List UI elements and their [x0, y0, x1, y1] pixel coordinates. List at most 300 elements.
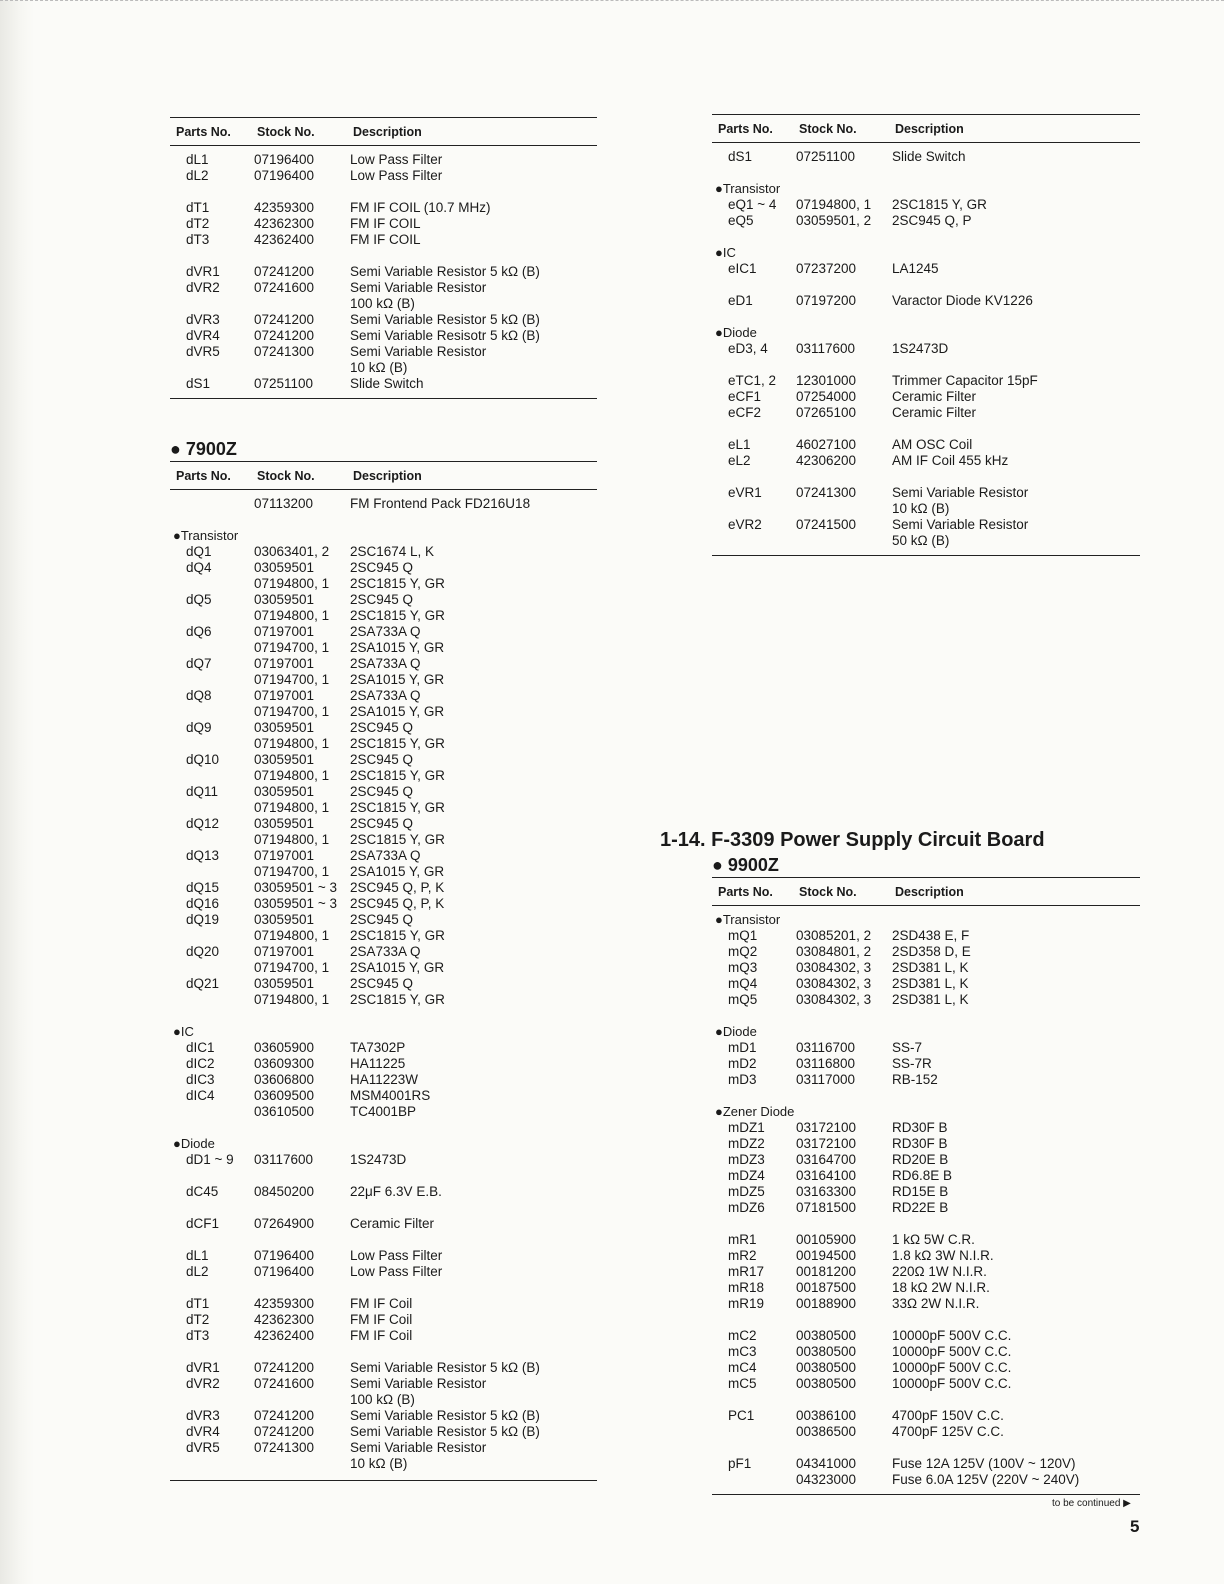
description: Semi Variable Resistor 5 kΩ (B) [350, 1360, 540, 1375]
part-number [170, 296, 254, 312]
part-number: dVR1 [186, 264, 220, 279]
stock-number: 03116700 [796, 1040, 856, 1055]
description: SS-7 [892, 1040, 923, 1055]
stock-number [796, 501, 892, 517]
description: 2SC1815 Y, GR [350, 832, 445, 847]
stock-number: 07194700, 1 [254, 864, 330, 879]
row-spacer [712, 357, 1140, 373]
stock-number: 03117600 [796, 341, 856, 356]
description: Semi Variable Resisotr 5 kΩ (B) [350, 328, 540, 343]
part-number: eQ1 ~ 4 [728, 197, 777, 212]
part-number: eL2 [728, 453, 751, 468]
table-row [712, 389, 1140, 405]
part-number: mDZ6 [728, 1200, 765, 1215]
part-number: dQ7 [186, 656, 212, 671]
parts-list [712, 149, 1140, 549]
description: Semi Variable Resistor [350, 1440, 487, 1455]
table-row [712, 1232, 1140, 1248]
description: 1.8 kΩ 3W N.I.R. [892, 1248, 994, 1263]
description: RD22E B [892, 1200, 949, 1215]
part-number [170, 608, 254, 624]
stock-number: 07181500 [796, 1200, 857, 1215]
stock-number: 07197001 [254, 688, 315, 703]
description: Trimmer Capacitor 15pF [892, 373, 1038, 388]
part-number: dVR2 [186, 280, 220, 295]
table-bottom-rule [712, 1494, 1140, 1495]
part-number: dVR5 [186, 344, 220, 359]
description: FM IF Coil [350, 1328, 413, 1343]
description: RD20E B [892, 1152, 949, 1167]
description: Slide Switch [892, 149, 966, 164]
part-number: dQ5 [186, 592, 212, 607]
description: 2SA733A Q [350, 624, 421, 639]
scan-top-edge [0, 0, 1224, 5]
table-row [712, 1072, 1140, 1088]
stock-number: 42362400 [254, 1328, 315, 1343]
table-row [170, 1264, 597, 1280]
table-row [712, 1264, 1140, 1280]
stock-number: 03606800 [254, 1072, 315, 1087]
description: 2SD438 E, F [892, 928, 970, 943]
stock-number: 03059501 ~ 3 [254, 896, 337, 911]
header-stock-no: Stock No. [799, 885, 857, 899]
table-row [712, 1344, 1140, 1360]
description: Semi Variable Resistor 5 kΩ (B) [350, 1408, 540, 1423]
stock-number: 07241200 [254, 1408, 315, 1423]
stock-number: 42362300 [254, 1312, 315, 1327]
part-number: dIC1 [186, 1040, 215, 1055]
table-row [170, 880, 597, 896]
description: 10000pF 500V C.C. [892, 1360, 1012, 1375]
description: TC4001BP [350, 1104, 417, 1119]
description: Low Pass Filter [350, 1264, 443, 1279]
table-row [712, 976, 1140, 992]
stock-number: 03164100 [796, 1168, 857, 1183]
table-row [170, 896, 597, 912]
description: RD6.8E B [892, 1168, 953, 1183]
part-number: dT2 [186, 1312, 210, 1327]
description: 2SC1815 Y, GR [350, 736, 445, 751]
description: MSM4001RS [350, 1088, 431, 1103]
description: Semi Variable Resistor [350, 280, 487, 295]
table-row [712, 1472, 1140, 1488]
group-label: ●Diode [715, 1024, 757, 1039]
part-number: dL1 [186, 152, 209, 167]
table-row [170, 1440, 597, 1456]
header-stock-no: Stock No. [799, 122, 857, 136]
left-column [170, 117, 597, 1481]
description: 2SD381 L, K [892, 992, 969, 1007]
stock-number: 00187500 [796, 1280, 857, 1295]
table-row [170, 312, 597, 328]
row-spacer [712, 1440, 1140, 1456]
table-row [712, 293, 1140, 309]
part-number: dS1 [728, 149, 753, 164]
part-number: dIC3 [186, 1072, 215, 1087]
stock-number: 03059501 ~ 3 [254, 880, 337, 895]
stock-number: 07241200 [254, 328, 315, 343]
stock-number: 03116800 [796, 1056, 856, 1071]
description: FM IF Coil [350, 1296, 413, 1311]
stock-number: 07241500 [796, 517, 857, 532]
row-spacer [170, 1008, 597, 1024]
stock-number: 00380500 [796, 1344, 857, 1359]
part-number: eL1 [728, 437, 751, 452]
description: 2SC1674 L, K [350, 544, 435, 559]
part-number: eD3, 4 [728, 341, 768, 356]
description: HA11225 [350, 1056, 406, 1071]
part-number [170, 992, 254, 1008]
description: 2SC1815 Y, GR [350, 928, 445, 943]
description: Ceramic Filter [892, 405, 977, 420]
row-spacer [712, 277, 1140, 293]
stock-number [254, 360, 350, 376]
description: 2SA1015 Y, GR [350, 864, 445, 879]
part-number: eCF2 [728, 405, 762, 420]
stock-number: 03059501 [254, 720, 315, 735]
table-row [170, 328, 597, 344]
part-number: dQ1 [186, 544, 212, 559]
header-description: Description [895, 122, 964, 136]
table-bottom-rule [170, 1480, 597, 1481]
table-row [170, 1408, 597, 1424]
part-number: pF1 [728, 1456, 752, 1471]
part-number: mC4 [728, 1360, 757, 1375]
description: FM IF COIL [350, 216, 421, 231]
part-number [170, 576, 254, 592]
stock-number: 03610500 [254, 1104, 315, 1119]
description: Semi Variable Resistor 5 kΩ (B) [350, 312, 540, 327]
stock-number: 07197001 [254, 848, 315, 863]
description: Varactor Diode KV1226 [892, 293, 1033, 308]
stock-number: 07113200 [254, 496, 314, 511]
description: Ceramic Filter [350, 1216, 435, 1231]
part-number: dQ16 [186, 896, 220, 911]
description: 2SD381 L, K [892, 960, 969, 975]
stock-number: 07197200 [796, 293, 857, 308]
table-row [712, 1136, 1140, 1152]
table-row [170, 720, 597, 736]
header-stock-no: Stock No. [257, 469, 315, 483]
scan-edge-shadow [0, 0, 34, 1584]
description: 2SA733A Q [350, 848, 421, 863]
part-number: mQ2 [728, 944, 758, 959]
table-row [712, 501, 1140, 517]
stock-number: 07197001 [254, 624, 315, 639]
table-row [712, 485, 1140, 501]
group-label: ●IC [715, 245, 736, 260]
part-number: dVR5 [186, 1440, 220, 1455]
header-description: Description [353, 125, 422, 139]
part-number: mR17 [728, 1264, 765, 1279]
part-number: eVR1 [728, 485, 762, 500]
stock-number: 03172100 [796, 1136, 857, 1151]
parts-list [170, 496, 597, 1472]
header-parts-no: Parts No. [718, 885, 773, 899]
description: FM Frontend Pack FD216U18 [350, 496, 531, 511]
description: FM IF COIL (10.7 MHz) [350, 200, 491, 215]
table-row [712, 1184, 1140, 1200]
table-bottom-rule [712, 555, 1140, 556]
stock-number: 00386500 [796, 1424, 857, 1439]
part-number: mDZ1 [728, 1120, 765, 1135]
stock-number: 07254000 [796, 389, 857, 404]
part-number: dT1 [186, 200, 210, 215]
description: Semi Variable Resistor [350, 1376, 487, 1391]
part-number [170, 768, 254, 784]
description: 2SC945 Q [350, 784, 414, 799]
stock-number: 07264900 [254, 1216, 315, 1231]
table-row [170, 200, 597, 216]
description: 2SA1015 Y, GR [350, 672, 445, 687]
description: AM IF Coil 455 kHz [892, 453, 1009, 468]
section-title-7900z: ● 7900Z [170, 439, 237, 459]
table-row [712, 1424, 1140, 1440]
part-number: dT2 [186, 216, 210, 231]
part-number [712, 1424, 796, 1440]
part-number [170, 928, 254, 944]
stock-number: 42306200 [796, 453, 857, 468]
table-row [712, 1280, 1140, 1296]
table-row [712, 213, 1140, 229]
stock-number: 07237200 [796, 261, 857, 276]
part-number: mDZ2 [728, 1136, 765, 1151]
row-spacer [170, 1344, 597, 1360]
stock-number: 07194800, 1 [254, 608, 330, 623]
row-spacer [712, 1312, 1140, 1328]
stock-number: 46027100 [796, 437, 857, 452]
table-header [170, 117, 597, 146]
description: 1 kΩ 5W C.R. [892, 1232, 975, 1247]
stock-number: 07194800, 1 [254, 992, 330, 1007]
table-row [712, 341, 1140, 357]
stock-number: 07196400 [254, 168, 315, 183]
stock-number: 07241600 [254, 280, 315, 295]
description: 2SA1015 Y, GR [350, 960, 445, 975]
part-number [170, 800, 254, 816]
stock-number: 07194700, 1 [254, 704, 330, 719]
table-row [170, 672, 597, 688]
description: 2SC1815 Y, GR [350, 992, 445, 1007]
stock-number: 03084302, 3 [796, 976, 872, 991]
table-row [712, 149, 1140, 165]
stock-number: 42359300 [254, 1296, 315, 1311]
description: HA11223W [350, 1072, 419, 1087]
table-row [170, 1184, 597, 1200]
stock-number: 00386100 [796, 1408, 857, 1423]
stock-number: 07241600 [254, 1376, 315, 1391]
header-parts-no: Parts No. [176, 125, 231, 139]
stock-number: 03059501 [254, 752, 315, 767]
table-row [170, 816, 597, 832]
table-row [712, 197, 1140, 213]
part-number: mQ4 [728, 976, 758, 991]
table-row [170, 1216, 597, 1232]
description: RD30F B [892, 1136, 948, 1151]
table-row [712, 1120, 1140, 1136]
stock-number: 07196400 [254, 1264, 315, 1279]
description: Low Pass Filter [350, 152, 443, 167]
stock-number: 42362400 [254, 232, 315, 247]
description: 2SD381 L, K [892, 976, 969, 991]
row-spacer [170, 1232, 597, 1248]
table-row [170, 848, 597, 864]
part-number: mD3 [728, 1072, 757, 1087]
header-description: Description [895, 885, 964, 899]
group-label: ●Zener Diode [715, 1104, 795, 1119]
part-number: dC45 [186, 1184, 219, 1199]
table-row [170, 976, 597, 992]
group-label: ●Diode [173, 1136, 215, 1151]
table-row [170, 232, 597, 248]
part-number: mD2 [728, 1056, 757, 1071]
description: 2SC945 Q [350, 560, 414, 575]
table-row [170, 1248, 597, 1264]
description: 100 kΩ (B) [350, 1392, 415, 1407]
part-number: mQ1 [728, 928, 758, 943]
part-number: dQ20 [186, 944, 220, 959]
table-row [170, 344, 597, 360]
stock-number: 07241300 [254, 1440, 315, 1455]
parts-list [712, 912, 1140, 1488]
table-row [712, 405, 1140, 421]
part-number [170, 1392, 254, 1408]
part-number [170, 672, 254, 688]
description: 2SC945 Q, P, K [350, 896, 445, 911]
table-row [170, 912, 597, 928]
table-row [170, 576, 597, 592]
part-number: dCF1 [186, 1216, 220, 1231]
row-spacer [712, 1216, 1140, 1232]
part-number: mR2 [728, 1248, 757, 1263]
table-row [170, 376, 597, 392]
part-number [170, 960, 254, 976]
description: 2SA733A Q [350, 944, 421, 959]
group-label: ●Transistor [173, 528, 239, 543]
table-row [170, 1056, 597, 1072]
stock-number: 07265100 [796, 405, 857, 420]
stock-number: 03084302, 3 [796, 960, 872, 975]
table-row [170, 1328, 597, 1344]
stock-number: 00194500 [796, 1248, 857, 1263]
description: Ceramic Filter [892, 389, 977, 404]
part-number: dQ15 [186, 880, 220, 895]
table-row [712, 992, 1140, 1008]
table-row [170, 608, 597, 624]
row-spacer [712, 469, 1140, 485]
part-number: dT3 [186, 232, 210, 247]
table-row [712, 1056, 1140, 1072]
table-row [170, 960, 597, 976]
part-number: dL2 [186, 168, 209, 183]
group-label: ●Diode [715, 325, 757, 340]
stock-number: 03164700 [796, 1152, 857, 1167]
part-number: dQ19 [186, 912, 220, 927]
table-row [712, 517, 1140, 533]
row-spacer [170, 184, 597, 200]
row-spacer [712, 165, 1140, 181]
description: TA7302P [350, 1040, 406, 1055]
stock-number: 03609300 [254, 1056, 315, 1071]
table-row [712, 437, 1140, 453]
part-number: mR18 [728, 1280, 765, 1295]
table-header [712, 877, 1140, 906]
description: 22μF 6.3V E.B. [350, 1184, 442, 1199]
row-spacer [712, 421, 1140, 437]
stock-number: 07194700, 1 [254, 672, 330, 687]
stock-number: 07241300 [254, 344, 315, 359]
part-number: eCF1 [728, 389, 762, 404]
table-row [170, 624, 597, 640]
description: 2SC945 Q [350, 976, 414, 991]
table-row [170, 768, 597, 784]
table-row [170, 928, 597, 944]
part-number [170, 736, 254, 752]
stock-number: 07196400 [254, 152, 315, 167]
stock-number [254, 1392, 350, 1408]
stock-number: 07196400 [254, 1248, 315, 1263]
table-row [712, 1296, 1140, 1312]
stock-number: 07197001 [254, 944, 315, 959]
table-header [170, 461, 597, 490]
description: 10 kΩ (B) [892, 501, 950, 516]
table-row [170, 752, 597, 768]
stock-number: 08450200 [254, 1184, 315, 1199]
part-number: dIC4 [186, 1088, 215, 1103]
part-number [712, 501, 796, 517]
part-number: eVR2 [728, 517, 762, 532]
stock-number: 07241200 [254, 1360, 315, 1375]
table-row [170, 1312, 597, 1328]
part-number: dQ4 [186, 560, 212, 575]
table-header [712, 114, 1140, 143]
table-row [170, 1360, 597, 1376]
group-label: ●Transistor [715, 912, 781, 927]
part-number: dS1 [186, 376, 211, 391]
part-number: dQ8 [186, 688, 212, 703]
description: 2SC945 Q [350, 752, 414, 767]
description: RB-152 [892, 1072, 938, 1087]
stock-number: 07241200 [254, 1424, 315, 1439]
part-number: mC2 [728, 1328, 757, 1343]
description: 2SC945 Q [350, 720, 414, 735]
part-number [712, 1472, 796, 1488]
table-row [712, 928, 1140, 944]
table-row [712, 1152, 1140, 1168]
stock-number: 03059501 [254, 912, 315, 927]
table-row [170, 944, 597, 960]
table-row [712, 453, 1140, 469]
row-spacer [712, 309, 1140, 325]
table-row [712, 1376, 1140, 1392]
table-row [712, 1456, 1140, 1472]
table-row [712, 1040, 1140, 1056]
description: 2SC945 Q [350, 592, 414, 607]
stock-number: 03084302, 3 [796, 992, 872, 1007]
description: RD30F B [892, 1120, 948, 1135]
stock-number: 12301000 [796, 373, 857, 388]
section-title-9900z: ● 9900Z [712, 855, 779, 875]
description: 10000pF 500V C.C. [892, 1328, 1012, 1343]
stock-number: 07241200 [254, 312, 315, 327]
row-spacer [712, 1392, 1140, 1408]
stock-number: 00181200 [796, 1264, 857, 1279]
stock-number: 00380500 [796, 1360, 857, 1375]
stock-number: 04341000 [796, 1456, 857, 1471]
table-row [170, 296, 597, 312]
stock-number: 00380500 [796, 1376, 857, 1391]
row-spacer [170, 1280, 597, 1296]
